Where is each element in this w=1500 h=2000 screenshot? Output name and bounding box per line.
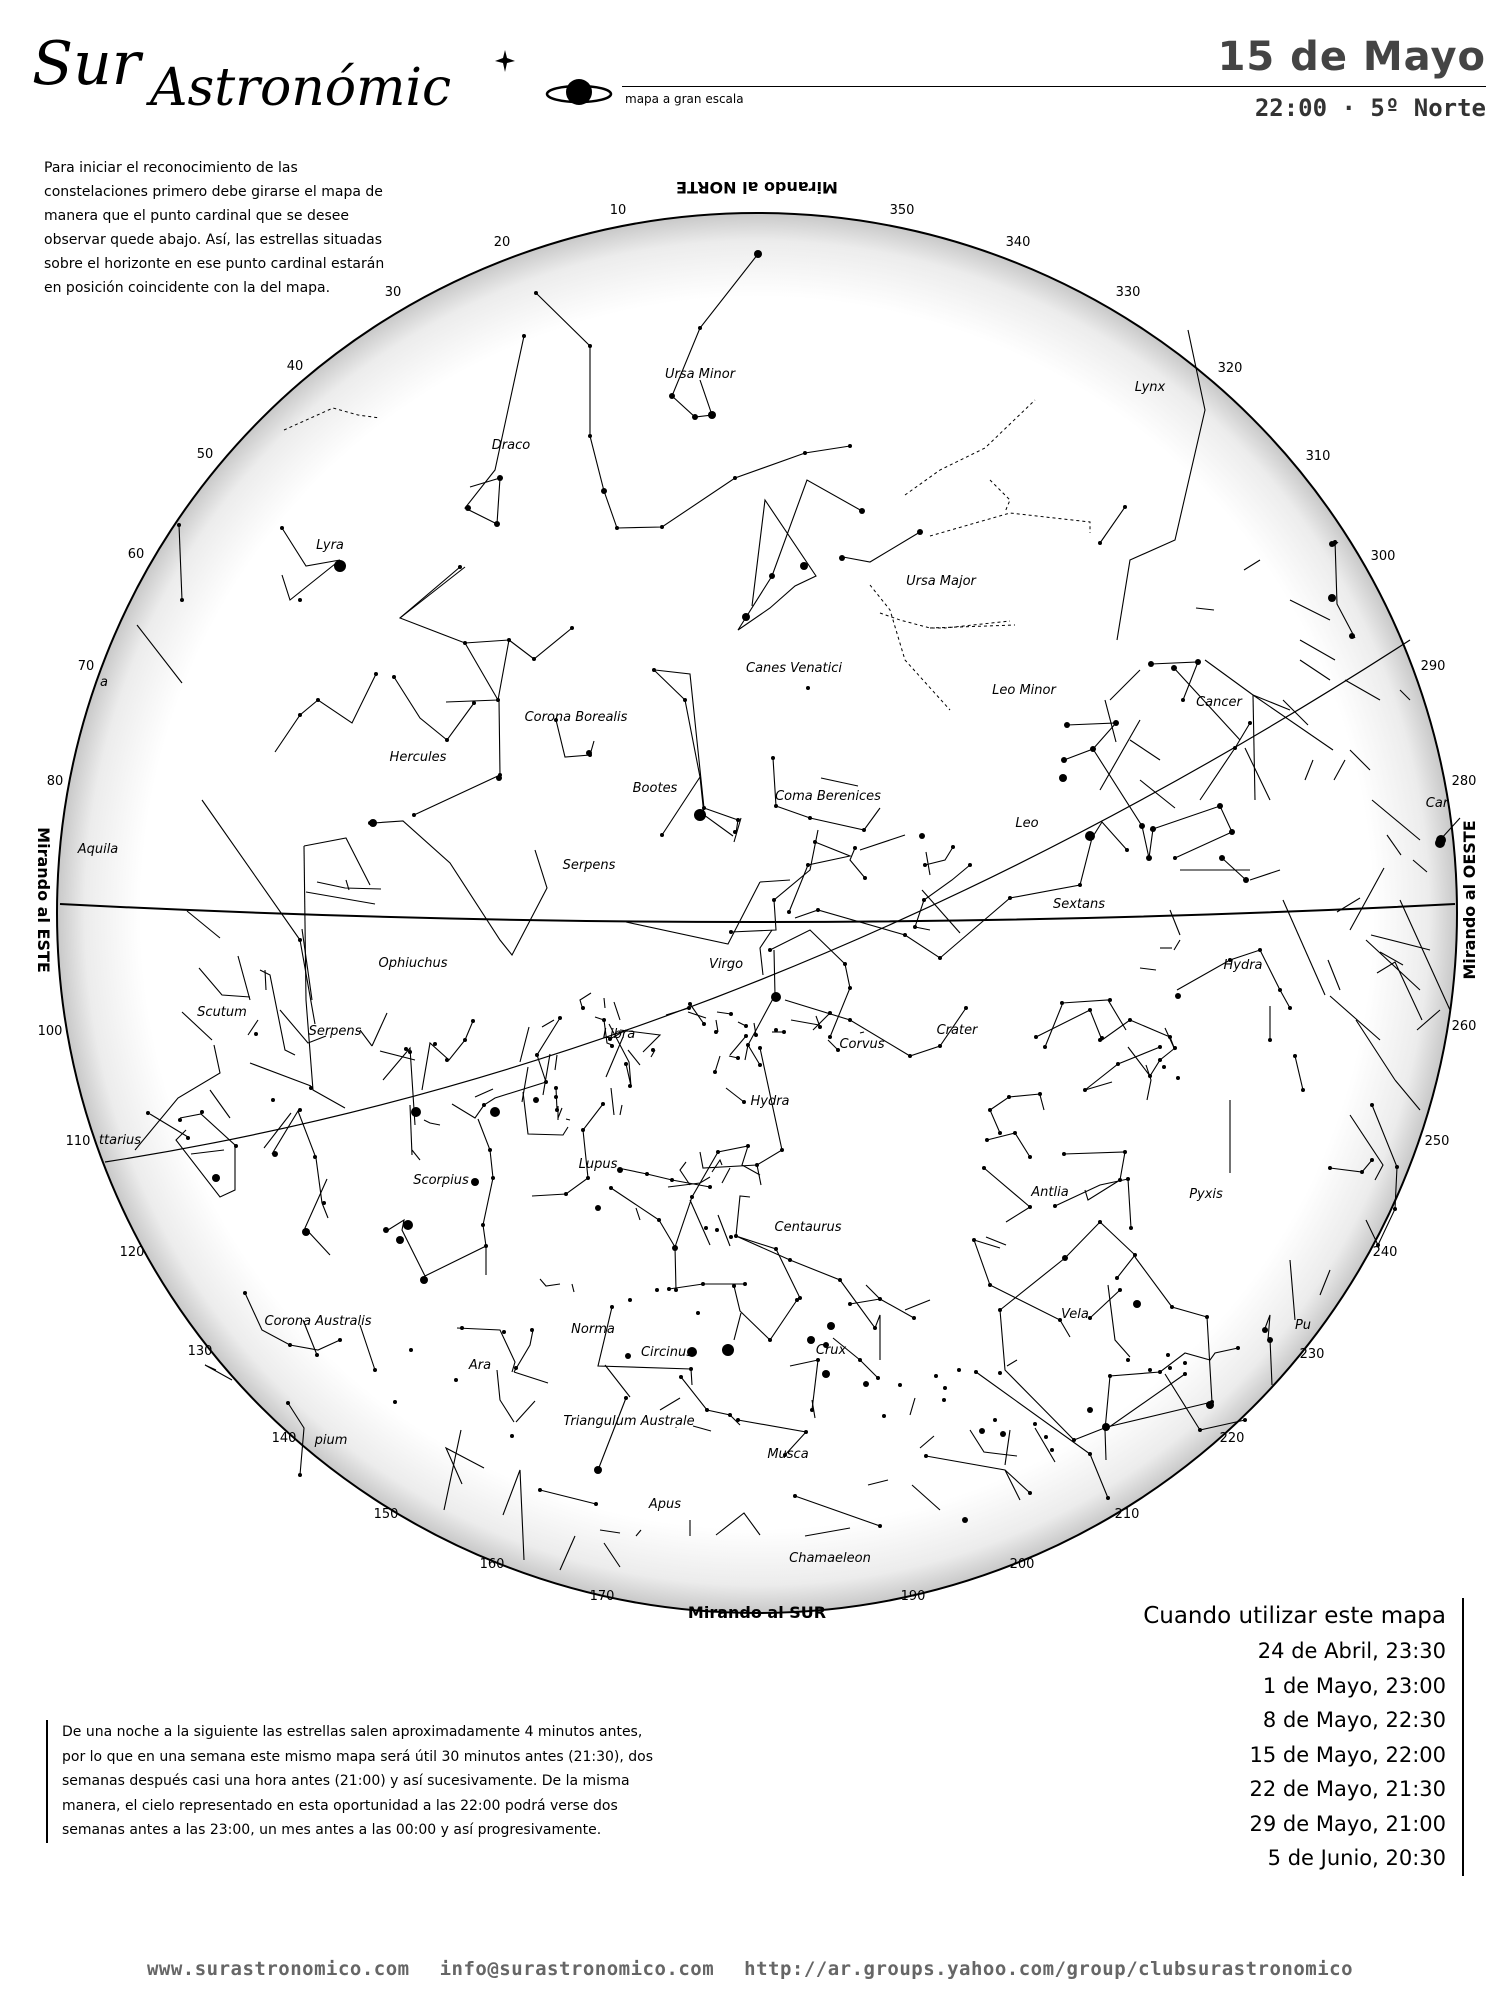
azimuth-label: 310 [1305,449,1331,464]
direction-west: Mirando al OESTE [1460,820,1479,980]
footer-email-link[interactable]: info@surastronomico.com [439,1958,715,1980]
constellation-label: Serpens [562,858,616,873]
azimuth-label: 250 [1424,1134,1450,1149]
constellation-label: Hydra [750,1094,790,1109]
map-date: 15 de Mayo [1217,34,1486,80]
azimuth-label: 140 [271,1431,297,1446]
azimuth-label: 150 [373,1507,399,1522]
bottom-note: De una noche a la siguiente las estrellas salen aproximadamente 4 minutos antes, por lo que en una semana este mismo mapa será útil 30 minutos antes (21:30), dos semanas después casi una hora antes (21:00) y así sucesivamente. De la misma manera, el cielo representado en esta oportunidad a las 22:00 podrá verse dos semanas antes a las 23:00, un mes antes a las 00:00 y así progresivamente. [46,1720,662,1843]
constellation-label: Aquila [77,842,119,857]
constellation-label: Corvus [839,1037,885,1052]
footer [0,1958,1500,1980]
when-item: 29 de Mayo, 21:00 [1249,1811,1446,1836]
when-item: 5 de Junio, 20:30 [1267,1846,1446,1870]
direction-east: Mirando al ESTE [34,827,53,973]
azimuth-label: 300 [1370,549,1396,564]
constellation-label: Apus [648,1497,682,1512]
constellation-label: Serpens [308,1024,362,1039]
constellation-label: Sextans [1052,897,1106,912]
constellation-label: Libra [602,1027,636,1042]
azimuth-label: 30 [384,285,402,300]
when-item: 24 de Abril, 23:30 [1257,1639,1446,1663]
azimuth-label: 20 [493,235,511,250]
azimuth-label: 120 [119,1245,145,1260]
azimuth-label: 280 [1451,774,1477,789]
constellation-label: Ursa Major [906,574,976,589]
azimuth-label: 350 [889,203,915,218]
constellation-label: Lynx [1134,380,1166,395]
logo-sur: Sur [32,29,141,99]
footer-website-link[interactable]: www.surastronomico.com [146,1958,410,1980]
when-item: 15 de Mayo, 22:00 [1249,1742,1446,1767]
constellation-label: Virgo [708,957,744,972]
azimuth-label: 240 [1372,1245,1398,1260]
constellation-label: Corona Borealis [524,710,628,725]
azimuth-label: 190 [900,1589,926,1604]
azimuth-label: 320 [1217,361,1243,376]
constellation-label: Draco [491,438,531,453]
constellation-label: Chamaeleon [789,1551,871,1566]
constellation-label: Corona Australis [264,1314,372,1329]
azimuth-label: 50 [196,447,214,462]
azimuth-label: 80 [46,774,64,789]
constellation-label: Hercules [389,750,447,765]
azimuth-label: 160 [479,1557,505,1572]
azimuth-label: 330 [1115,285,1141,300]
constellation-label: Scutum [197,1005,247,1020]
azimuth-label: 210 [1114,1507,1140,1522]
constellation-label: Ursa Minor [664,367,736,382]
constellation-label: Bootes [632,781,678,796]
azimuth-label: 340 [1005,235,1031,250]
map-time-latitude: 22:00 · 5º Norte [1254,94,1486,122]
constellation-label: Car [1425,796,1449,811]
azimuth-label: 60 [127,547,145,562]
constellation-label: Hydra [1223,958,1263,973]
constellation-label: Vela [1061,1307,1089,1322]
constellation-label: Coma Berenices [775,789,881,804]
logo-astronomico: Astronómic [150,58,452,118]
when-title: Cuando utilizar este mapa [1143,1603,1446,1629]
when-item: 22 de Mayo, 21:30 [1249,1777,1446,1801]
constellation-label: Lupus [578,1157,618,1172]
constellation-label: a [100,675,108,690]
constellation-label: Lyra [316,538,344,553]
when-to-use-panel [1106,1598,1464,1876]
azimuth-label: 170 [589,1589,615,1604]
constellation-label: Canes Venatici [746,661,842,676]
azimuth-label: 290 [1420,659,1446,674]
azimuth-label: 220 [1219,1431,1245,1446]
azimuth-label: 260 [1451,1019,1477,1034]
azimuth-label: 130 [187,1344,213,1359]
constellation-label: Circinus [640,1345,694,1360]
constellation-label: ttarius [98,1133,142,1148]
constellation-label: Antlia [1031,1185,1069,1200]
constellation-label: Norma [571,1322,615,1337]
constellation-label: Leo Minor [992,683,1056,698]
azimuth-label: 70 [77,659,95,674]
direction-north: Mirando al NORTE [676,178,838,197]
footer-group-link[interactable]: http://ar.groups.yahoo.com/group/clubsurastronomico [744,1958,1354,1980]
azimuth-label: 10 [609,203,627,218]
azimuth-label: 230 [1299,1347,1325,1362]
constellation-label: Musca [767,1447,809,1462]
constellation-label: Crater [936,1023,978,1038]
constellation-label: Centaurus [774,1220,842,1235]
azimuth-label: 40 [286,359,304,374]
azimuth-label: 200 [1009,1557,1035,1572]
intro-text: Para iniciar el reconocimiento de las constelaciones primero debe girarse el mapa de manera que el punto cardinal que se desee observar quede abajo. Así, las estrellas situadas sobre el horizonte en ese punto cardinal estarán en posición coincidente con la del mapa. [44,160,385,296]
constellation-label: Triangulum Australe [563,1414,695,1429]
when-item: 8 de Mayo, 22:30 [1262,1708,1446,1732]
constellation-label: Cancer [1196,695,1242,710]
logo-subtitle: mapa a gran escala [625,92,744,106]
constellation-label: Crux [815,1343,847,1358]
azimuth-label: 110 [65,1134,91,1149]
azimuth-label: 100 [37,1024,63,1039]
when-item: 1 de Mayo, 23:00 [1262,1673,1446,1698]
constellation-label: Pyxis [1189,1187,1223,1202]
constellation-label: pium [314,1433,348,1448]
constellation-label: Ara [468,1358,492,1373]
direction-south: Mirando al SUR [687,1603,827,1622]
constellation-label: Leo [1015,816,1039,831]
constellation-label: Pu [1294,1318,1312,1333]
constellation-label: Scorpius [413,1173,469,1188]
constellation-label: Ophiuchus [378,956,448,971]
